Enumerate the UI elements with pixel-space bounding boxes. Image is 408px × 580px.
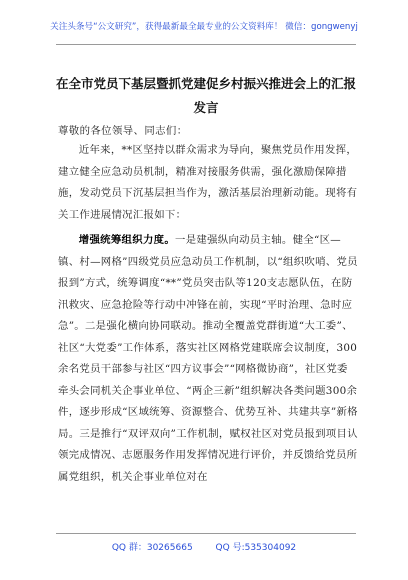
footer-qq-number: QQ 号:535304092: [215, 543, 297, 553]
footer-divider: [56, 533, 356, 534]
paragraph-intro-text: 近年来，**区坚持以群众需求为导向，聚焦党员作用发挥，建立健全应急动员机制，精准对接服务供需，强化激励保障措施，发动党员下沉基层担当作为，激活基层治理新动能。现将有关工作进展情况汇报如下：: [58, 144, 358, 221]
salutation: 尊敬的各位领导、同志们：: [58, 125, 188, 137]
footer-qq-group: QQ 群：30265665: [111, 543, 193, 553]
paragraph-intro: [58, 140, 358, 226]
document-title: 在全市党员下基层暨抓党建促乡村振兴推进会上的汇报发言: [56, 76, 357, 115]
paragraph-section-1: [58, 230, 358, 488]
section-lead-heading: 增强统筹组织力度。: [78, 234, 176, 246]
header-divider: [56, 44, 356, 45]
footer: [0, 540, 408, 553]
section-body: 一是建强纵向动员主轴。健全“区—镇、村—网格”四级党员应急动员工作机制，以“组织吹哨、党员报到”方式，统筹调度“**”党员突击队等120支志愿队伍，在防汛救灾、应急抢险等行动中冲锋在前，实现“平时治理、急时应急”。二是强化横向协同联动。推动全覆盖党群街道“大工委”、社区“大党委”工作体系，落实社区网格党建联席会议制度，300余名党员干部参与社区“四方议事会”“网格微协商”，社区党委牵头会同机关企事业单位、“两企三新”组织解决各类问题300余件，逐步形成“区域统筹、资源整合、优势互补、共建共享”新格局。三是推行“双评双向”工作机制，赋权社区对党员报到项目认领完成情况、志愿服务作用发挥情况进行评价，并反馈给党员所属党组织，机关企事业单位对在: [58, 234, 358, 483]
paragraph-section-1-text: [58, 230, 358, 488]
header-banner: 关注头条号“公文研究”，获得最新最全最专业的公文资料库！ 微信：gongwenyj: [50, 22, 358, 32]
